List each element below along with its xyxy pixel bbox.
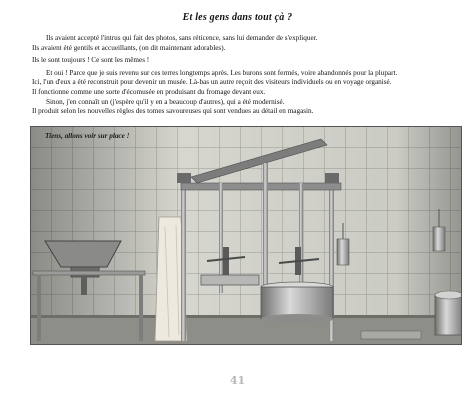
paragraph-5: Ici, l'un d'eux a été reconstruit pour devenir un musée. Là-bas un autre reçoit des visiteurs individuels ou en voyage organisé.: [32, 78, 392, 87]
page-title: Et les gens dans tout çà ?: [182, 12, 293, 23]
dairy-equipment-illustration: [31, 127, 461, 344]
body-text: [32, 34, 450, 117]
paragraph-3: Ils le sont toujours ! Ce sont les mêmes !: [32, 56, 150, 65]
paragraph-1: Ils avaient accepté l'intrus qui fait des photos, sans réticence, sans lui demander de s'expliquer.: [46, 34, 318, 42]
photo-caption: Tiens, allons voir sur place !: [45, 132, 130, 140]
paragraph-8: Il produit selon les nouvelles règles des tomes savoureuses qui sont vendues au détail en magasin.: [32, 107, 314, 116]
paragraph-6: Il fonctionne comme une sorte d'écomusée en produisant du fromage devant eux.: [32, 87, 266, 96]
paragraph-4: Et oui ! Parce que je suis revenu sur ces terres longtemps après. Les burons sont fermés, voire abandonnés pour la plupart.: [46, 68, 398, 77]
page-number: 41: [229, 374, 246, 387]
cheese-dairy-photo: [30, 126, 462, 345]
paragraph-2: Ils avaient été gentils et accueillants, (on dit maintenant adorables).: [32, 43, 226, 52]
paragraph-7: Sinon, j'en connaît un (j'espère qu'il y en a beaucoup d'autres), qui a été modernisé.: [46, 97, 285, 106]
